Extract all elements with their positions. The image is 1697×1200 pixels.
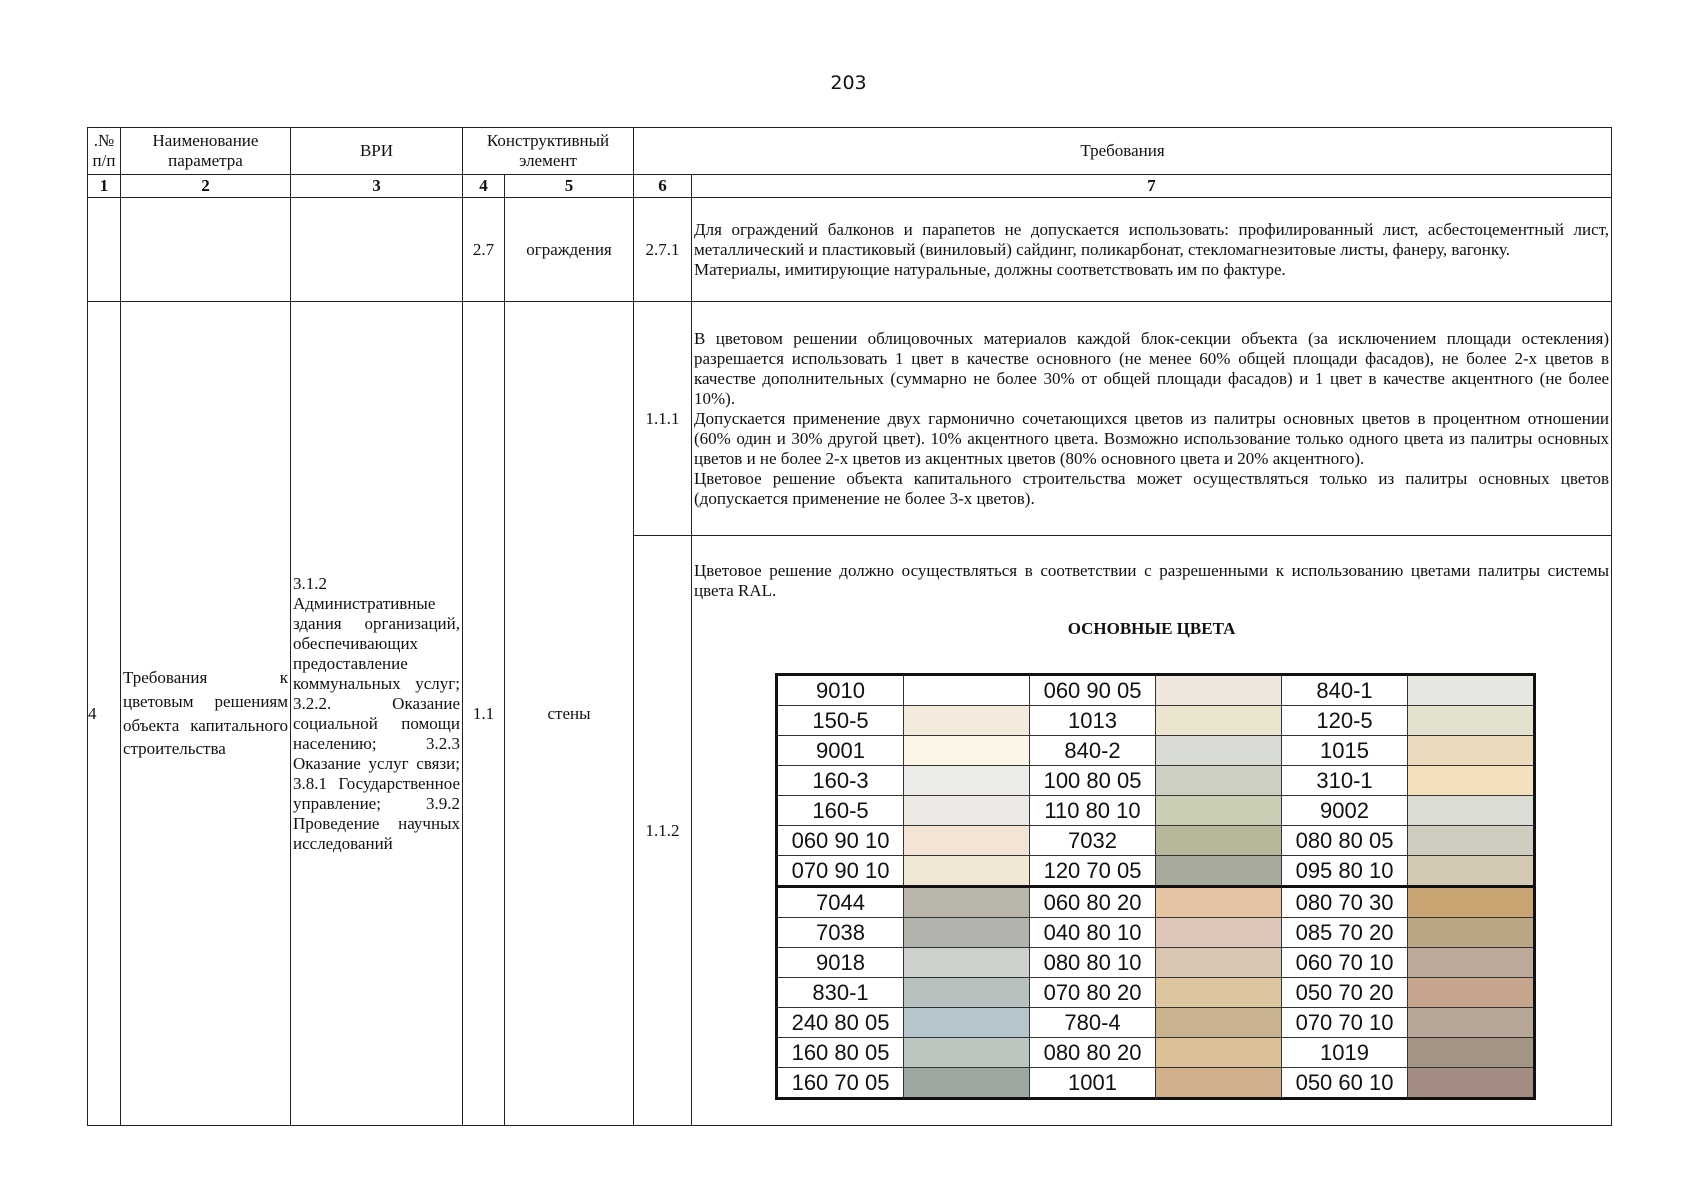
color-swatch <box>904 796 1030 826</box>
requirement-text: Цветовое решение объекта капитального строительства может осуществляться только из палитры основных цветов (допускается применение не более 3-х цветов). <box>694 468 1610 508</box>
color-code: 070 90 10 <box>777 856 904 887</box>
color-swatch <box>1408 736 1535 766</box>
color-code: 1015 <box>1282 736 1408 766</box>
palette-row <box>777 675 1535 706</box>
color-code: 240 80 05 <box>777 1008 904 1038</box>
color-code: 080 70 30 <box>1282 887 1408 918</box>
color-code: 9010 <box>777 675 904 706</box>
color-swatch <box>1408 1038 1535 1068</box>
color-code: 780-4 <box>1030 1008 1156 1038</box>
color-code: 1019 <box>1282 1038 1408 1068</box>
color-swatch <box>904 978 1030 1008</box>
color-swatch <box>1156 1008 1282 1038</box>
element-name: ограждения <box>505 198 634 302</box>
sub-code: 1.1.1 <box>634 302 692 536</box>
color-code: 310-1 <box>1282 766 1408 796</box>
color-code: 840-1 <box>1282 675 1408 706</box>
color-swatch <box>1156 675 1282 706</box>
palette-row <box>777 706 1535 736</box>
table-row <box>88 302 1612 536</box>
color-swatch <box>1156 1068 1282 1099</box>
requirements-table <box>87 127 1612 1126</box>
color-swatch <box>1156 736 1282 766</box>
vri-cell <box>291 198 463 302</box>
header-parameter: Наименование параметра <box>121 128 291 175</box>
color-swatch <box>1408 826 1535 856</box>
page-number: 203 <box>830 72 867 94</box>
palette-row <box>777 978 1535 1008</box>
palette-row <box>777 1038 1535 1068</box>
header-element: Конструктивный элемент <box>463 128 634 175</box>
color-code: 1001 <box>1030 1068 1156 1099</box>
color-code: 110 80 10 <box>1030 796 1156 826</box>
palette-row <box>777 918 1535 948</box>
color-swatch <box>1408 978 1535 1008</box>
color-swatch <box>1408 766 1535 796</box>
color-code: 9002 <box>1282 796 1408 826</box>
requirement-cell <box>692 302 1612 536</box>
color-code: 080 80 20 <box>1030 1038 1156 1068</box>
color-code: 080 80 05 <box>1282 826 1408 856</box>
color-swatch <box>1156 948 1282 978</box>
color-swatch <box>904 918 1030 948</box>
palette-title: ОСНОВНЫЕ ЦВЕТА <box>1067 619 1236 638</box>
color-code: 160-5 <box>777 796 904 826</box>
color-code: 040 80 10 <box>1030 918 1156 948</box>
requirement-text: Для ограждений балконов и парапетов не допускается использовать: профилированный лист, асбестоцементный лист, металлический и пластиковый (виниловый) сайдинг, поликарбонат, стекломагнезитовые листы, фанеру, вагонку. <box>694 219 1610 259</box>
column-number: 6 <box>634 175 692 198</box>
color-code: 060 80 20 <box>1030 887 1156 918</box>
color-swatch <box>1408 948 1535 978</box>
requirement-cell <box>692 536 1612 1126</box>
header-number: .№ п/п <box>88 128 121 175</box>
table-row <box>88 198 1612 302</box>
color-swatch <box>1156 796 1282 826</box>
element-name: стены <box>505 302 634 1126</box>
parameter-cell: Требования к цветовым решениям объекта капитального строительства <box>121 302 291 1126</box>
color-code: 9018 <box>777 948 904 978</box>
requirement-text: В цветовом решении облицовочных материалов каждой блок-секции объекта (за исключением площади остекления) разрешается использовать 1 цвет в качестве основного (не менее 60% общей площади фасадов), не более 2-х цветов в качестве дополнительных (суммарно не более 30% от общей площади фасадов) и 1 цвет в качестве акцентного (не более 10%). <box>694 328 1610 408</box>
color-code: 120-5 <box>1282 706 1408 736</box>
sub-code: 2.7.1 <box>634 198 692 302</box>
row-number <box>88 198 121 302</box>
palette-row <box>777 826 1535 856</box>
row-number: 4 <box>88 302 121 1126</box>
color-swatch <box>1156 706 1282 736</box>
parameter-cell <box>121 198 291 302</box>
color-swatch <box>1408 675 1535 706</box>
column-number: 5 <box>505 175 634 198</box>
column-number: 3 <box>291 175 463 198</box>
color-code: 070 80 20 <box>1030 978 1156 1008</box>
color-swatch <box>904 948 1030 978</box>
color-swatch <box>904 675 1030 706</box>
color-swatch <box>1408 706 1535 736</box>
color-swatch <box>904 706 1030 736</box>
color-code: 050 60 10 <box>1282 1068 1408 1099</box>
palette-row <box>777 948 1535 978</box>
requirement-text: Допускается применение двух гармонично сочетающихся цветов из палитры основных цветов в процентном отношении (60% один и 30% другой цвет). 10% акцентного цвета. Возможно использование только одного цвета из палитры основных цветов и не более 2-х цветов из акцентных цветов (80% основного цвета и 20% акцентного). <box>694 408 1610 468</box>
color-swatch <box>904 1038 1030 1068</box>
color-code: 840-2 <box>1030 736 1156 766</box>
color-code: 7044 <box>777 887 904 918</box>
column-number: 7 <box>692 175 1612 198</box>
color-code: 830-1 <box>777 978 904 1008</box>
color-palette <box>775 673 1536 1100</box>
color-swatch <box>904 736 1030 766</box>
color-swatch <box>1156 826 1282 856</box>
column-numbers-row <box>88 175 1612 198</box>
requirement-text: Материалы, имитирующие натуральные, должны соответствовать им по фактуре. <box>694 259 1286 279</box>
header-row <box>88 128 1612 175</box>
color-code: 160 80 05 <box>777 1038 904 1068</box>
element-code: 1.1 <box>463 302 505 1126</box>
sub-code: 1.1.2 <box>634 536 692 1126</box>
color-swatch <box>1408 918 1535 948</box>
color-swatch <box>1408 796 1535 826</box>
color-code: 060 90 05 <box>1030 675 1156 706</box>
column-number: 2 <box>121 175 291 198</box>
color-code: 060 70 10 <box>1282 948 1408 978</box>
palette-row <box>777 887 1535 918</box>
color-code: 085 70 20 <box>1282 918 1408 948</box>
color-swatch <box>1156 918 1282 948</box>
color-swatch <box>904 766 1030 796</box>
color-code: 150-5 <box>777 706 904 736</box>
color-swatch <box>904 1008 1030 1038</box>
requirement-cell <box>692 198 1612 302</box>
color-code: 160-3 <box>777 766 904 796</box>
requirement-text: Цветовое решение должно осуществляться в соответствии с разрешенными к использованию цветами палитры системы цвета RAL. <box>694 561 1610 600</box>
color-swatch <box>1156 978 1282 1008</box>
color-swatch <box>1408 1068 1535 1099</box>
color-swatch <box>904 887 1030 918</box>
column-number: 1 <box>88 175 121 198</box>
color-swatch <box>1408 887 1535 918</box>
color-code: 080 80 10 <box>1030 948 1156 978</box>
header-vri: ВРИ <box>291 128 463 175</box>
color-swatch <box>1156 1038 1282 1068</box>
color-code: 1013 <box>1030 706 1156 736</box>
palette-row <box>777 766 1535 796</box>
palette-row <box>777 796 1535 826</box>
color-code: 160 70 05 <box>777 1068 904 1099</box>
color-code: 095 80 10 <box>1282 856 1408 887</box>
color-code: 070 70 10 <box>1282 1008 1408 1038</box>
color-code: 120 70 05 <box>1030 856 1156 887</box>
color-code: 060 90 10 <box>777 826 904 856</box>
palette-row <box>777 856 1535 887</box>
palette-row <box>777 1008 1535 1038</box>
color-swatch <box>1408 1008 1535 1038</box>
color-swatch <box>1156 766 1282 796</box>
color-swatch <box>904 826 1030 856</box>
color-code: 9001 <box>777 736 904 766</box>
palette-row <box>777 736 1535 766</box>
color-code: 7038 <box>777 918 904 948</box>
color-code: 7032 <box>1030 826 1156 856</box>
color-code: 100 80 05 <box>1030 766 1156 796</box>
color-swatch <box>1156 856 1282 887</box>
color-code: 050 70 20 <box>1282 978 1408 1008</box>
color-swatch <box>904 1068 1030 1099</box>
vri-cell: 3.1.2 Административные здания организаций, обеспечивающих предоставление коммунальных услуг; 3.2.2. Оказание социальной помощи населению; 3.2.3 Оказание услуг связи; 3.8.1 Государственное управление; 3.9.2 Проведение научных исследований <box>291 302 463 1126</box>
color-swatch <box>1156 887 1282 918</box>
header-requirements: Требования <box>634 128 1612 175</box>
palette-row <box>777 1068 1535 1099</box>
column-number: 4 <box>463 175 505 198</box>
color-swatch <box>1408 856 1535 887</box>
element-code: 2.7 <box>463 198 505 302</box>
color-swatch <box>904 856 1030 887</box>
